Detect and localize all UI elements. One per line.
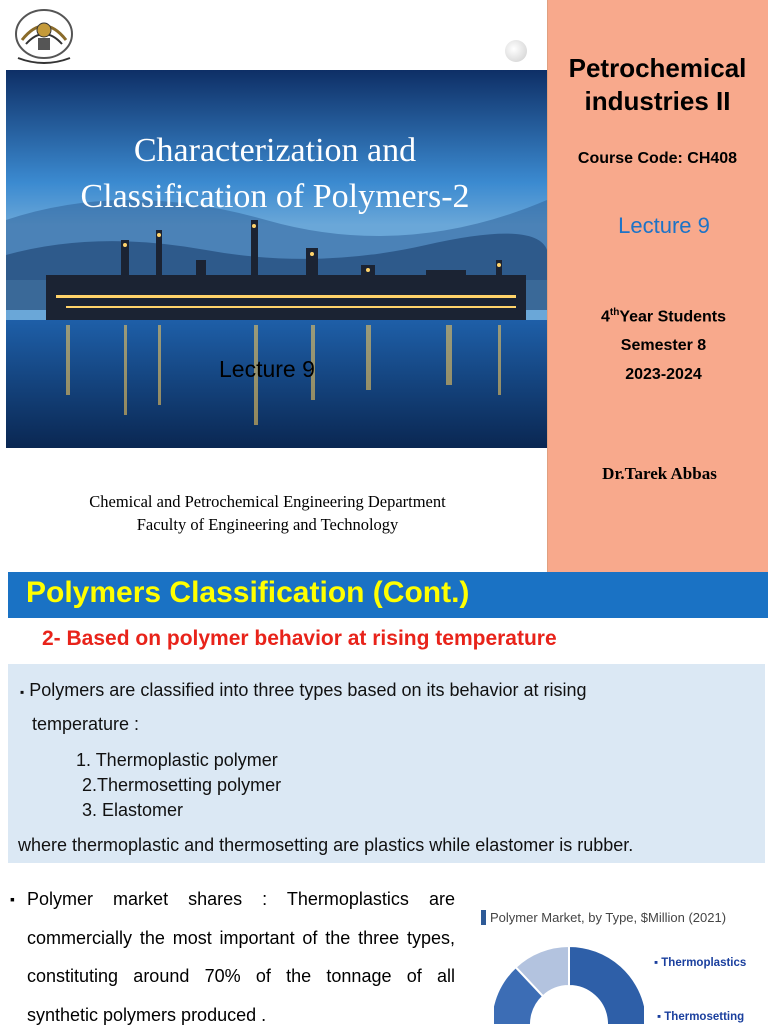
- semester: Semester 8: [620, 337, 707, 355]
- department-name: Chemical and Petrochemical Engineering Department: [89, 492, 446, 511]
- legend-label: Thermosetting: [664, 1011, 745, 1023]
- year-suffix: th: [609, 307, 620, 318]
- slide-title: Polymers Classification (Cont.): [26, 576, 470, 609]
- hero-lecture-label: Lecture 9: [219, 356, 315, 382]
- title-bar-icon: [481, 910, 486, 925]
- conclusion-text: where thermoplastic and thermosetting are plastics while elastomer is rubber.: [18, 835, 634, 855]
- square-bullet-icon: ▪: [10, 891, 15, 907]
- type-item: 1. Thermoplastic polymer: [76, 750, 278, 770]
- university-logo: [8, 4, 80, 70]
- donut-chart: [494, 940, 644, 1024]
- square-bullet-icon: ▪: [20, 685, 25, 699]
- slide-subtitle: 2- Based on polymer behavior at rising temperature: [42, 627, 557, 650]
- year-info: [547, 298, 768, 389]
- hero-title: Characterization and Classification of Polymers-2: [80, 132, 470, 215]
- intro-line-2: temperature :: [32, 714, 140, 734]
- hero-image: [6, 70, 547, 448]
- year-label: Year Students: [619, 308, 727, 326]
- year-students: [547, 298, 768, 331]
- intro-text: [20, 680, 587, 701]
- type-item: 2.Thermosetting polymer: [82, 775, 282, 795]
- chart-title: [481, 910, 726, 925]
- department-info: [20, 490, 515, 536]
- year-number: 4: [600, 308, 610, 326]
- legend-label: Thermoplastics: [661, 957, 747, 969]
- legend-item: ▪ Thermoplastics: [654, 957, 747, 969]
- type-item: 3. Elastomer: [82, 800, 184, 820]
- market-share-text: Polymer market shares : Thermoplastics are commercially the most important of the three types, constituting around 70% of the tonnage of all synthetic polymers produced .: [27, 889, 455, 1025]
- course-code: Course Code: CH408: [577, 150, 738, 167]
- course-title: Petrochemical industries II: [568, 53, 747, 116]
- intro-line-1: Polymers are classified into three types based on its behavior at rising: [29, 680, 587, 700]
- academic-year: 2023-2024: [625, 366, 702, 384]
- author-name: Dr.Tarek Abbas: [602, 464, 717, 483]
- faculty-name: Faculty of Engineering and Technology: [136, 515, 399, 534]
- lecture-number: Lecture 9: [618, 213, 710, 238]
- chart-title-text: Polymer Market, by Type, $Million (2021): [490, 910, 727, 925]
- legend-item: ▪ Thermosetting: [657, 1011, 745, 1023]
- decorative-sphere: [505, 40, 527, 62]
